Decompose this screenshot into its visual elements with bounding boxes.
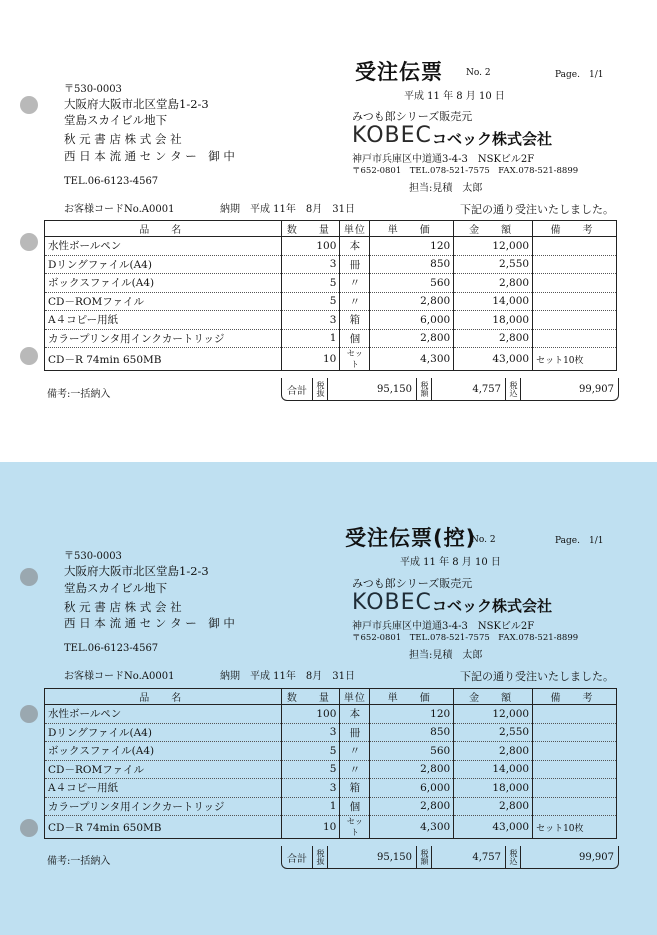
tax-label: 税額	[417, 378, 432, 400]
item-price: 2,800	[370, 760, 454, 779]
item-unit: 個	[340, 797, 370, 816]
item-amount: 43,000	[454, 816, 533, 839]
table-row	[45, 723, 617, 742]
table-row	[45, 311, 617, 330]
item-qty: 3	[282, 723, 340, 742]
slip-title: 受注伝票(控)	[345, 526, 477, 550]
tax-excluded-label: 税抜	[313, 846, 328, 868]
item-unit: 冊	[340, 723, 370, 742]
table-row	[45, 797, 617, 816]
tax-excluded-label: 税抜	[313, 378, 328, 400]
header-qty: 数 量	[282, 689, 340, 705]
item-name: CD－R 74min 650MB	[45, 348, 282, 371]
header-amount: 金 額	[454, 689, 533, 705]
item-remarks	[533, 797, 617, 816]
header-price: 単 価	[370, 689, 454, 705]
tax-amount: 4,757	[432, 378, 506, 400]
item-name: ボックスファイル(A4)	[45, 742, 282, 761]
company-logo: KOBEC	[352, 123, 432, 148]
item-remarks	[533, 255, 617, 274]
total-label: 合計	[282, 378, 313, 400]
page-number: Page. 1/1	[555, 536, 604, 546]
tax-included-total: 99,907	[579, 383, 614, 395]
table-row	[45, 274, 617, 293]
totals-box	[281, 378, 619, 401]
item-unit: セット	[340, 816, 370, 839]
company-contact: 〒652-0801 TEL.078-521-7575 FAX.078-521-8899	[352, 166, 579, 176]
notice-text: 下記の通り受注いたしました。	[460, 203, 614, 216]
order-date: 平成 11 年 8 月 10 日	[400, 557, 501, 568]
item-price: 6,000	[370, 779, 454, 798]
tax-excluded-total: 95,150	[328, 378, 417, 400]
item-remarks	[533, 329, 617, 348]
customer-code: お客様コードNo.A0001	[64, 671, 175, 682]
item-qty: 5	[282, 760, 340, 779]
company-name: コベック株式会社	[432, 130, 553, 148]
item-price: 2,800	[370, 797, 454, 816]
item-unit: 〃	[340, 292, 370, 311]
item-unit: 冊	[340, 255, 370, 274]
item-amount: 12,000	[454, 705, 533, 724]
item-remarks	[533, 779, 617, 798]
item-price: 560	[370, 742, 454, 761]
header-remarks: 備 考	[533, 689, 617, 705]
customer-name-1: 秋 元 書 店 株 式 会 社	[64, 600, 182, 614]
tax-included-total: 99,907	[579, 851, 614, 863]
customer-address-2: 堂島スカイビル地下	[64, 581, 168, 595]
binder-hole	[20, 568, 38, 586]
binder-hole	[20, 96, 38, 114]
company-series: みつも郎シリーズ販売元	[352, 577, 473, 590]
customer-address-1: 大阪府大阪市北区堂島1-2-3	[64, 564, 209, 578]
item-qty: 1	[282, 329, 340, 348]
order-items-table	[44, 688, 617, 839]
item-amount: 2,550	[454, 255, 533, 274]
item-amount: 2,800	[454, 797, 533, 816]
item-name: Dリングファイル(A4)	[45, 723, 282, 742]
item-name: CD－ROMファイル	[45, 760, 282, 779]
order-slip-original	[0, 0, 657, 462]
totals-box	[281, 846, 619, 869]
table-row	[45, 292, 617, 311]
item-price: 120	[370, 705, 454, 724]
item-price: 4,300	[370, 348, 454, 371]
customer-tel: TEL.06-6123-4567	[64, 176, 159, 187]
header-unit: 単位	[340, 689, 370, 705]
item-name: カラープリンタ用インクカートリッジ	[45, 329, 282, 348]
total-label: 合計	[282, 846, 313, 868]
item-qty: 3	[282, 255, 340, 274]
item-remarks	[533, 705, 617, 724]
person-in-charge: 担当:見積 太郎	[409, 183, 483, 194]
item-amount: 12,000	[454, 237, 533, 256]
item-remarks: セット10枚	[533, 348, 617, 371]
item-qty: 10	[282, 348, 340, 371]
item-qty: 5	[282, 274, 340, 293]
memo: 備考:一括納入	[47, 389, 111, 400]
company-address: 神戸市兵庫区中道通3-4-3 NSKビル2F	[352, 621, 535, 632]
item-price: 850	[370, 255, 454, 274]
item-unit: 本	[340, 705, 370, 724]
tax-excluded-total: 95,150	[328, 846, 417, 868]
item-qty: 3	[282, 311, 340, 330]
delivery-date: 納期 平成 11年 8月 31日	[220, 671, 355, 682]
item-remarks	[533, 237, 617, 256]
customer-name-2: 西 日 本 流 通 セ ン タ ー 御 中	[64, 616, 235, 630]
item-name: A４コピー用紙	[45, 779, 282, 798]
item-unit: 箱	[340, 311, 370, 330]
item-qty: 1	[282, 797, 340, 816]
company-series: みつも郎シリーズ販売元	[352, 110, 473, 123]
item-price: 850	[370, 723, 454, 742]
table-row	[45, 760, 617, 779]
item-unit: 〃	[340, 274, 370, 293]
binder-hole	[20, 705, 38, 723]
item-name: カラープリンタ用インクカートリッジ	[45, 797, 282, 816]
customer-postal: 〒530-0003	[64, 551, 122, 562]
item-name: CD－ROMファイル	[45, 292, 282, 311]
order-slip-copy	[0, 462, 657, 935]
memo: 備考:一括納入	[47, 856, 111, 867]
item-qty: 3	[282, 779, 340, 798]
item-unit: 個	[340, 329, 370, 348]
customer-name-1: 秋 元 書 店 株 式 会 社	[64, 132, 182, 146]
item-name: A４コピー用紙	[45, 311, 282, 330]
item-amount: 14,000	[454, 760, 533, 779]
order-date: 平成 11 年 8 月 10 日	[404, 91, 505, 102]
slip-title: 受注伝票	[355, 60, 443, 84]
item-price: 2,800	[370, 292, 454, 311]
item-remarks	[533, 760, 617, 779]
table-row	[45, 237, 617, 256]
company-address: 神戸市兵庫区中道通3-4-3 NSKビル2F	[352, 154, 535, 165]
item-price: 2,800	[370, 329, 454, 348]
binder-hole	[20, 347, 38, 365]
header-item: 品 名	[45, 689, 282, 705]
company-contact: 〒652-0801 TEL.078-521-7575 FAX.078-521-8899	[352, 633, 579, 643]
item-remarks	[533, 274, 617, 293]
item-qty: 10	[282, 816, 340, 839]
person-in-charge: 担当:見積 太郎	[409, 650, 483, 661]
notice-text: 下記の通り受注いたしました。	[460, 670, 614, 683]
table-row	[45, 705, 617, 724]
item-unit: 本	[340, 237, 370, 256]
item-remarks	[533, 742, 617, 761]
table-row	[45, 255, 617, 274]
item-amount: 2,800	[454, 274, 533, 293]
item-qty: 100	[282, 705, 340, 724]
item-unit: 〃	[340, 760, 370, 779]
company-logo: KOBEC	[352, 590, 432, 615]
table-row	[45, 779, 617, 798]
customer-tel: TEL.06-6123-4567	[64, 643, 159, 654]
tax-included-label: 税込	[506, 846, 521, 868]
item-qty: 5	[282, 742, 340, 761]
header-remarks: 備 考	[533, 221, 617, 237]
item-qty: 5	[282, 292, 340, 311]
item-remarks	[533, 292, 617, 311]
item-name: Dリングファイル(A4)	[45, 255, 282, 274]
item-unit: 箱	[340, 779, 370, 798]
header-unit: 単位	[340, 221, 370, 237]
customer-postal: 〒530-0003	[64, 84, 122, 95]
item-name: 水性ボールペン	[45, 237, 282, 256]
item-name: CD－R 74min 650MB	[45, 816, 282, 839]
order-items-table	[44, 220, 617, 371]
binder-hole	[20, 233, 38, 251]
table-row	[45, 742, 617, 761]
item-remarks: セット10枚	[533, 816, 617, 839]
header-amount: 金 額	[454, 221, 533, 237]
header-price: 単 価	[370, 221, 454, 237]
slip-number: No. 2	[466, 68, 491, 78]
page-number: Page. 1/1	[555, 70, 604, 80]
item-name: 水性ボールペン	[45, 705, 282, 724]
item-amount: 43,000	[454, 348, 533, 371]
item-qty: 100	[282, 237, 340, 256]
item-price: 560	[370, 274, 454, 293]
item-amount: 2,550	[454, 723, 533, 742]
item-name: ボックスファイル(A4)	[45, 274, 282, 293]
item-amount: 2,800	[454, 329, 533, 348]
tax-included-label: 税込	[506, 378, 521, 400]
item-remarks	[533, 723, 617, 742]
item-price: 4,300	[370, 816, 454, 839]
table-header-row	[45, 221, 617, 237]
table-row	[45, 816, 617, 839]
tax-label: 税額	[417, 846, 432, 868]
item-price: 120	[370, 237, 454, 256]
item-amount: 18,000	[454, 779, 533, 798]
table-header-row	[45, 689, 617, 705]
company-name: コベック株式会社	[432, 597, 553, 615]
tax-amount: 4,757	[432, 846, 506, 868]
item-unit: セット	[340, 348, 370, 371]
item-remarks	[533, 311, 617, 330]
delivery-date: 納期 平成 11年 8月 31日	[220, 204, 355, 215]
binder-hole	[20, 819, 38, 837]
table-row	[45, 348, 617, 371]
customer-code: お客様コードNo.A0001	[64, 204, 175, 215]
item-amount: 2,800	[454, 742, 533, 761]
slip-number: No. 2	[471, 535, 496, 545]
item-amount: 18,000	[454, 311, 533, 330]
customer-address-1: 大阪府大阪市北区堂島1-2-3	[64, 97, 209, 111]
item-amount: 14,000	[454, 292, 533, 311]
header-item: 品 名	[45, 221, 282, 237]
customer-name-2: 西 日 本 流 通 セ ン タ ー 御 中	[64, 149, 235, 163]
item-price: 6,000	[370, 311, 454, 330]
table-row	[45, 329, 617, 348]
item-unit: 〃	[340, 742, 370, 761]
customer-address-2: 堂島スカイビル地下	[64, 113, 168, 127]
header-qty: 数 量	[282, 221, 340, 237]
